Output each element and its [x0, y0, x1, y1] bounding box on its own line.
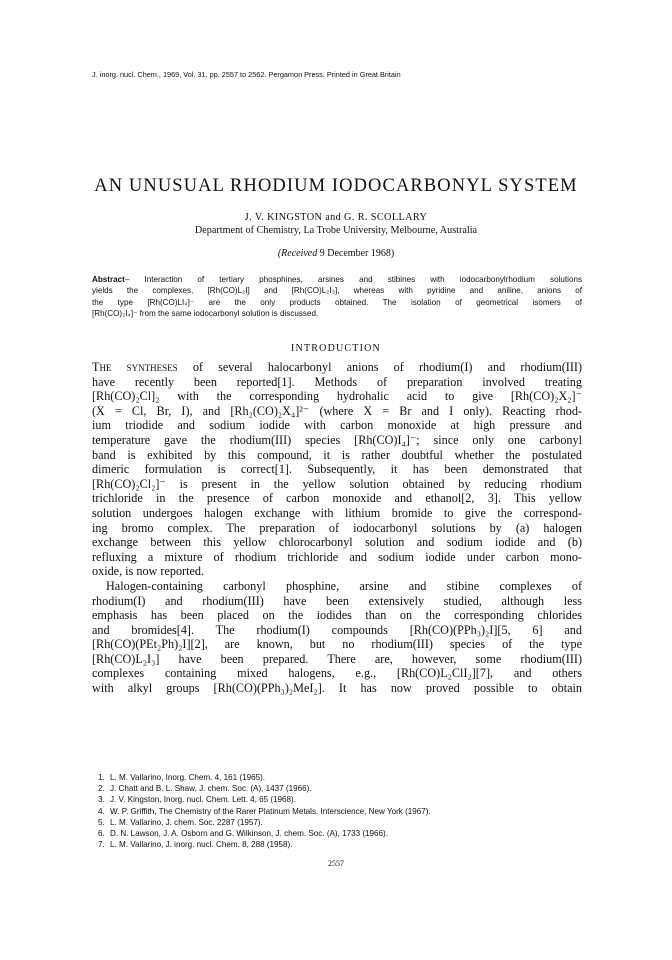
abstract: [92, 274, 582, 320]
abstract-line: Abstract– Interaction of tertiary phosphines, arsines and stibines with iodocarbonylrhodium solutions: [92, 275, 582, 284]
body-line: [Rh(CO)L₂I₃] have been prepared. There are, however, some rhodium(III): [92, 651, 582, 666]
body-line: [Rh(CO)₂Cl]₂ with the corresponding hydrohalic acid to give [Rh(CO)₂X₂]⁻: [92, 389, 582, 404]
body-line: [Rh(CO)(PEt₂Ph)₂I][2], are known, but no rhodium(III) species of the type: [92, 637, 582, 652]
body-line: with alkyl groups [Rh(CO)(PPh₃)₂MeI₂]. It has now proved possible to obtain: [92, 681, 582, 696]
body-line: exchange between this yellow chlorocarbonyl solution and sodium iodide and (b): [92, 535, 582, 550]
reference-item: 4. W. P. Griffith, The Chemistry of the Rarer Platinum Metals. Interscience, New York (1967).: [98, 806, 431, 816]
body-line: and bromides[4]. The rhodium(I) compounds [Rh(CO)(PPh₃)₂I][5, 6] and: [92, 622, 582, 637]
reference-item: 3. J. V. Kingston, Inorg. nucl. Chem. Lett. 4, 65 (1968).: [98, 795, 296, 805]
journal-citation-header: J. inorg. nucl. Chem., 1969, Vol. 31, pp. 2557 to 2562. Pergamon Press. Printed in Great Britain: [92, 70, 401, 79]
introduction-body: [92, 360, 582, 696]
reference-item: 5. L. M. Vallarino, J. chem. Soc. 2287 (1957).: [98, 817, 263, 827]
article-authors: J. V. KINGSTON and G. R. SCOLLARY: [244, 212, 428, 223]
body-line: temperature gave the rhodium(III) species [Rh(CO)I₄]⁻; since only one carbonyl: [92, 432, 582, 447]
reference-item: 2. J. Chatt and B. L. Shaw, J. chem. Soc. (A), 1437 (1966).: [98, 784, 312, 794]
body-line: The syntheses of several halocarbonyl anions of rhodium(I) and rhodium(III): [92, 360, 583, 374]
body-line: solution undergoes halogen exchange with lithium bromide to give the correspond-: [92, 505, 582, 520]
body-line: ing bromo complex. The preparation of iodocarbonyl solutions by (a) halogen: [92, 520, 582, 535]
page-number: 2557: [328, 859, 344, 868]
abstract-line: the type [Rh(CO)LI₄]⁻ are the only products obtained. The isolation of geometrical isomers of: [92, 297, 582, 307]
body-line: band is exhibited by this compound, it is rather doubtful whether the postulated: [92, 447, 582, 462]
lead-smallcaps: The syntheses: [92, 360, 178, 374]
body-line: dimeric formulation is correct[1]. Subsequently, it has been demonstrated that: [92, 462, 582, 477]
author-affiliation: Department of Chemistry, La Trobe University, Melbourne, Australia: [194, 225, 478, 236]
abstract-label: Abstract: [92, 275, 125, 284]
abstract-line: yields the complexes, [Rh(CO)L₂I] and [Rh(CO)L₂I₃], whereas with pyridine and aniline, anions of: [92, 286, 582, 296]
body-line: have recently been reported[1]. Methods of preparation involved treating: [92, 374, 582, 389]
body-line: Halogen-containing carbonyl phosphine, arsine and stibine complexes of: [106, 578, 582, 593]
body-line: ium triodide and sodium iodide with carbon monoxide at high pressure and: [92, 418, 582, 433]
body-line: [Rh(CO)₂Cl₂]⁻ is present in the yellow solution obtained by reducing rhodium: [92, 476, 582, 491]
section-heading-introduction: INTRODUCTION: [291, 343, 381, 354]
received-date-value: 9 December 1968): [319, 248, 395, 259]
body-line: (X = Cl, Br, I), and [Rh₂(CO)₂X₄]²⁻ (where X = Br and I only). Reacting rhod-: [92, 403, 582, 418]
reference-item: 1. L. M. Vallarino, Inorg. Chem. 4, 161 (1965).: [98, 773, 266, 782]
reference-item: 7. L. M. Vallarino, J. inorg. nucl. Chem. 8, 288 (1958).: [98, 840, 293, 850]
body-line: rhodium(I) and rhodium(III) have been extensively studied, although less: [92, 593, 582, 608]
reference-item: 6. D. N. Lawson, J. A. Osborn and G. Wilkinson, J. chem. Soc. (A), 1733 (1966).: [98, 829, 389, 839]
body-line: trichloride in the presence of carbon monoxide and ethanol[2, 3]. This yellow: [92, 491, 582, 506]
article-title: AN UNUSUAL RHODIUM IODOCARBONYL SYSTEM: [94, 176, 578, 196]
abstract-line: [Rh(CO)₂I₄]⁻ from the same iodocarbonyl solution is discussed.: [92, 309, 319, 319]
body-line: emphasis has been placed on the iodides than on the corresponding chlorides: [92, 608, 582, 623]
references-list: [92, 772, 592, 850]
received-date: [0, 248, 672, 259]
body-line: complexes containing mixed halogens, e.g., [Rh(CO)L₂ClI₂][7], and others: [92, 666, 582, 681]
received-prefix: (Received: [277, 248, 318, 259]
body-line: oxide, is now reported.: [92, 564, 205, 579]
body-line: refluxing a mixture of rhodium trichloride and sodium iodide under carbon mono-: [92, 549, 582, 564]
